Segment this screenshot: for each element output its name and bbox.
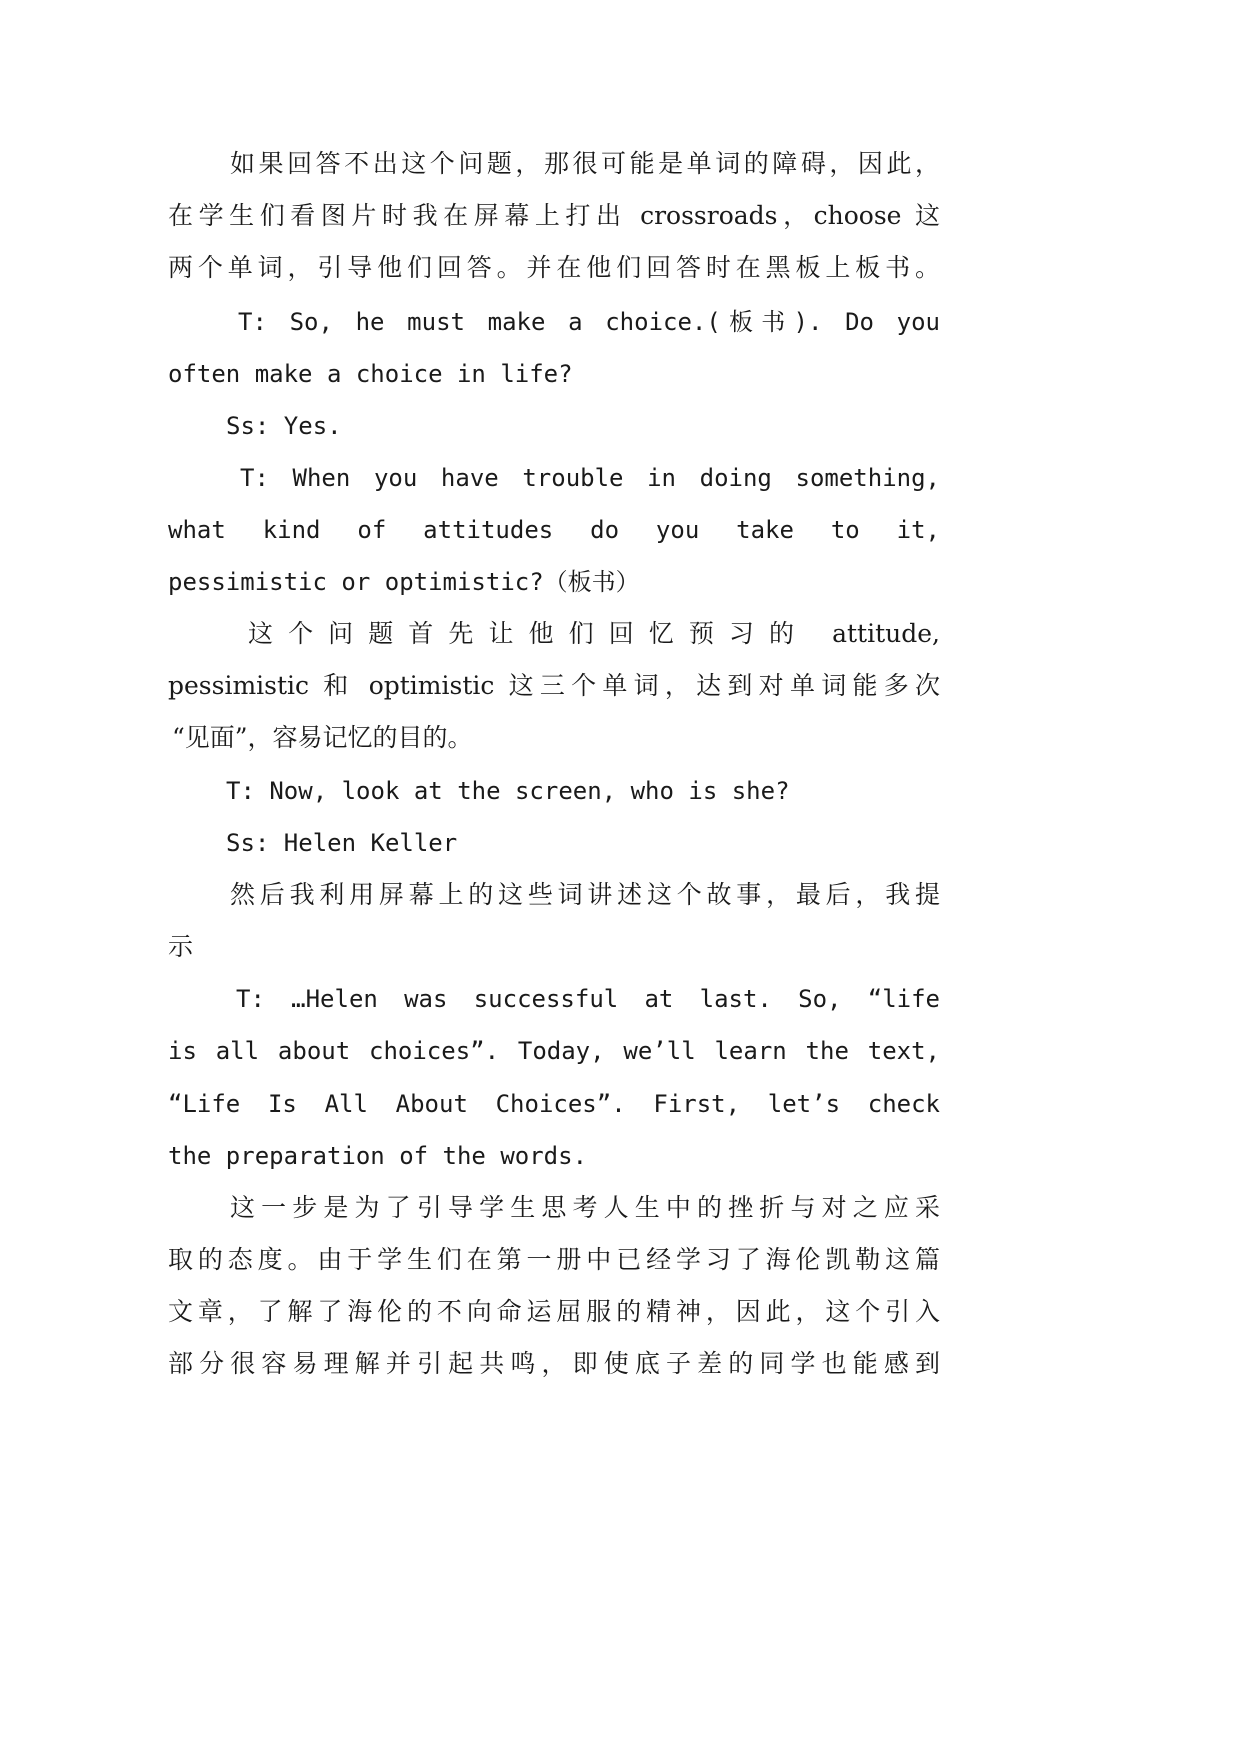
paragraph-9-line-4: the preparation of the words.: [168, 1142, 588, 1170]
paragraph-10-line-1: 这一步是为了引导学生思考人生中的挫折与对之应采: [230, 1193, 940, 1222]
paragraph-8-line-1: 然后我利用屏幕上的这些词讲述这个故事，最后，我提: [230, 880, 940, 909]
paragraph-2-line-1: T: So, he must make a choice.(板书). Do you: [238, 308, 940, 336]
paragraph-2-line-2: often make a choice in life?: [168, 360, 573, 388]
paragraph-10-line-4: 部分很容易理解并引起共鸣，即使底子差的同学也能感到: [168, 1349, 940, 1378]
paragraph-10-line-3: 文章，了解了海伦的不向命运屈服的精神，因此，这个引入: [168, 1297, 940, 1326]
paragraph-4-line-3: pessimistic or optimistic?（板书）: [168, 568, 640, 596]
paragraph-3-line-1: Ss: Yes.: [226, 412, 342, 440]
paragraph-10-line-2: 取的态度。由于学生们在第一册中已经学习了海伦凯勒这篇: [168, 1245, 940, 1274]
paragraph-6-line-1: T: Now, look at the screen, who is she?: [226, 777, 790, 805]
paragraph-5-line-2: pessimistic 和 optimistic 这三个单词，达到对单词能多次: [168, 671, 940, 700]
paragraph-1-line-2: 在学生们看图片时我在屏幕上打出 crossroads，choose 这: [168, 201, 940, 230]
paragraph-8-line-2: 示: [168, 932, 194, 961]
paragraph-9-line-1: T: …Helen was successful at last. So, “life: [236, 985, 940, 1013]
paragraph-9-line-2: is all about choices”. Today, we’ll learn the text,: [168, 1037, 940, 1065]
paragraph-1-line-1: 如果回答不出这个问题，那很可能是单词的障碍，因此，: [230, 149, 940, 178]
paragraph-5-line-3: “见面”，容易记忆的目的。: [172, 723, 473, 752]
paragraph-5-line-1: 这个问题首先让他们回忆预习的 attitude,: [248, 619, 940, 648]
paragraph-4-line-2: what kind of attitudes do you take to it,: [168, 516, 940, 544]
paragraph-1-line-3: 两个单词，引导他们回答。并在他们回答时在黑板上板书。: [168, 253, 940, 282]
paragraph-7-line-1: Ss: Helen Keller: [226, 829, 458, 857]
paragraph-4-line-1: T: When you have trouble in doing something,: [240, 464, 940, 492]
paragraph-9-line-3: “Life Is All About Choices”. First, let’s check: [168, 1090, 940, 1118]
